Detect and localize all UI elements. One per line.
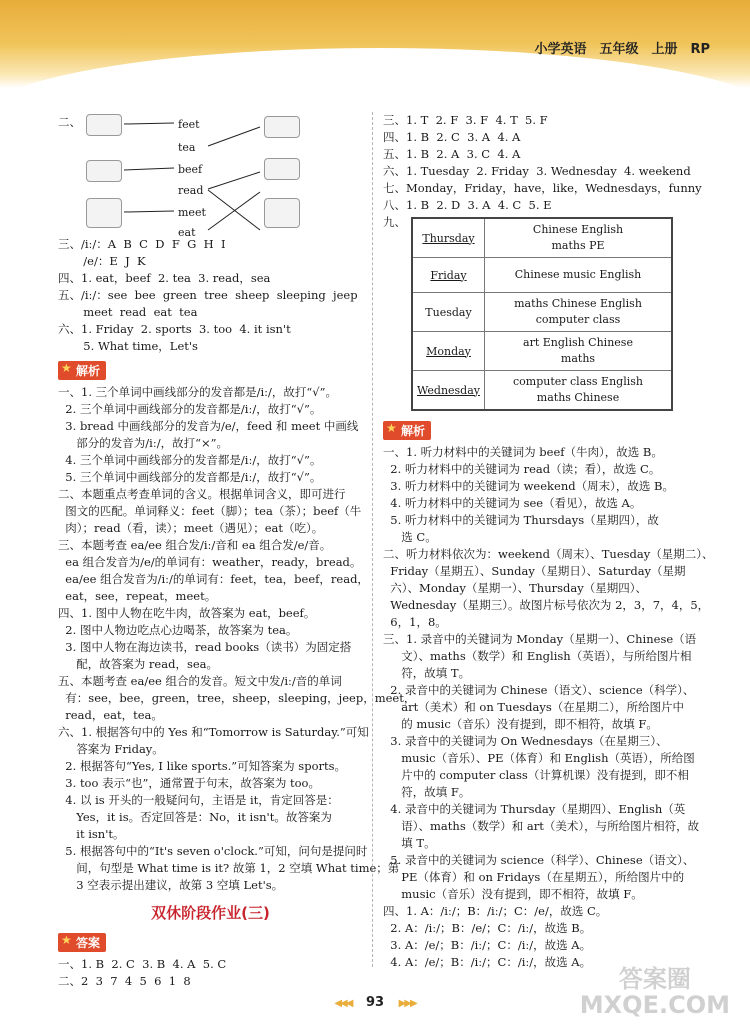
right-analysis: [383, 444, 714, 971]
analysis-line: Wednesday（星期三）。故图片标号依次为 2，3，7，4，5，: [383, 598, 710, 612]
analysis-line: ea 组合发音为/e/的单词有：weather，ready，bread。: [58, 555, 362, 569]
timetable-row: [413, 258, 671, 293]
analysis-line: 6，1，8。: [383, 615, 447, 629]
analysis-line: read，eat，tea。: [58, 708, 163, 722]
timetable-row: [413, 371, 671, 409]
timetable-subjects: art English Chinese: [523, 336, 633, 349]
answer-line: 5. What time，Let's: [76, 339, 198, 353]
analysis-line: 2. 三个单词中画线部分的发音都是/iː/，故打“√”。: [58, 402, 322, 416]
analysis-line: eat，see，repeat，meet。: [58, 589, 217, 603]
timetable-row: [413, 219, 671, 258]
timetable-subjects: Chinese music English: [514, 268, 642, 281]
timetable-subjects: Chinese English: [532, 223, 624, 236]
analysis-line: Yes，it is。否定回答是：No，it isn't。故答案为: [58, 810, 332, 824]
answer-tag: ★ 答案: [58, 933, 106, 952]
analysis-line: 2. A：/iː/；B：/e/；C：/iː/，故选 B。: [383, 921, 592, 935]
analysis-line: 符，故填 F。: [383, 785, 471, 799]
analysis-line: 五、本题考查 ea/ee 组合的发音。短文中发/iː/音的单词: [58, 674, 342, 688]
analysis-line: 5. 录音中的关键词为 science（科学）、Chinese（语文）、: [383, 853, 695, 867]
analysis-line: 一、1. 三个单词中画线部分的发音都是/iː/，故打“√”。: [58, 385, 338, 399]
timetable-day: Monday: [426, 344, 471, 358]
analysis-line: 四、1. A：/iː/；B：/iː/；C：/e/，故选 C。: [383, 904, 608, 918]
analysis-line: art（美术）和 on Tuesdays（在星期二），所给图片中: [383, 700, 685, 714]
timetable-day: Friday: [430, 268, 467, 282]
analysis-line: 肉）；read（看，读）；meet（遇见）；eat（吃）。: [58, 521, 324, 535]
answer-line: 六、1. Tuesday 2. Friday 3. Wednesday 4. weekend: [383, 164, 691, 178]
analysis-line: 4. 听力材料中的关键词为 see（看见），故选 A。: [383, 496, 642, 510]
answer-line: 八、1. B 2. D 3. A 4. C 5. E: [383, 198, 552, 212]
answer-line: 五、/iː/：see bee green tree sheep sleeping jeep: [58, 288, 358, 302]
answer-line: 六、1. Friday 2. sports 3. too 4. it isn't: [58, 322, 291, 336]
word-meet: meet: [178, 206, 206, 219]
analysis-line: 5. 根据答句中的“It's seven o'clock.”可知，问句是提问时: [58, 844, 368, 858]
answer-line: 四、1. eat，beef 2. tea 3. read，sea: [58, 271, 271, 285]
matching-lines: [58, 112, 358, 234]
word-beef: beef: [178, 163, 203, 176]
analysis-line: 3. 听力材料中的关键词为 weekend（周末），故选 B。: [383, 479, 674, 493]
analysis-line: PE（体育）和 on Fridays（在星期五），所给图片中的: [383, 870, 685, 884]
analysis-line: 三、1. 录音中的关键词为 Monday（星期一）、Chinese（语: [383, 632, 697, 646]
answer-line: 五、1. B 2. A 3. C 4. A: [383, 147, 521, 161]
analysis-line: 四、1. 图中人物在吃牛肉，故答案为 eat，beef。: [58, 606, 316, 620]
analysis-line: 2. 录音中的关键词为 Chinese（语文）、science（科学）、: [383, 683, 695, 697]
column-divider: [372, 112, 373, 967]
analysis-line: 5. 听力材料中的关键词为 Thursdays（星期四），故: [383, 513, 659, 527]
timetable-day: Wednesday: [416, 383, 480, 397]
analysis-line: 3 空表示提出建议，故第 3 空填 Let's。: [58, 878, 284, 892]
analysis-line: 图文的匹配。单词释义：feet（脚）；tea（茶）；beef（牛: [58, 504, 362, 518]
timetable-subjects: maths Chinese English: [514, 297, 642, 310]
word-read: read: [178, 184, 204, 197]
analysis-line: 3. 图中人物在海边读书，read books（读书）为固定搭: [58, 640, 352, 654]
analysis-line: 4. 三个单词中画线部分的发音都是/iː/，故打“√”。: [58, 453, 322, 467]
left-arrows-icon: ◀◀◀: [334, 998, 352, 1009]
analysis-line: 配，故答案为 read，sea。: [58, 657, 219, 671]
analysis-tag: ★ 解析: [58, 361, 106, 380]
analysis-line: 有：see，bee，green，tree，sheep，sleeping，jeep，meet，: [58, 691, 416, 705]
timetable-subjects: computer class: [535, 313, 621, 326]
timetable-day: Thursday: [422, 231, 475, 245]
timetable-day: Tuesday: [425, 305, 472, 319]
analysis-line: 2. 图中人物边吃点心边喝茶，故答案为 tea。: [58, 623, 298, 637]
analysis-line: 3. too 表示“也”，通常置于句末，故答案为 too。: [58, 776, 320, 790]
analysis-line: 文）、maths（数学）和 English（英语），与所给图片相: [383, 649, 692, 663]
analysis-line: 2. 听力材料中的关键词为 read（读；看），故选 C。: [383, 462, 661, 476]
timetable-subjects: maths: [560, 352, 596, 365]
analysis-line: 答案为 Friday。: [58, 742, 164, 756]
analysis-line: 3. 录音中的关键词为 On Wednesdays（在星期三）、: [383, 734, 668, 748]
matching-label: 二、: [58, 115, 81, 129]
right-arrows-icon: ▶▶▶: [398, 998, 416, 1009]
timetable-subjects: maths Chinese: [536, 391, 620, 404]
word-tea: tea: [178, 141, 196, 154]
analysis-line: 4. A：/e/；B：/iː/；C：/iː/，故选 A。: [383, 955, 592, 969]
answer-line: 二、2 3 7 4 5 6 1 8: [58, 974, 191, 988]
analysis-line: 3. bread 中画线部分的发音为/e/，feed 和 meet 中画线: [58, 419, 359, 433]
answer-line: 四、1. B 2. C 3. A 4. A: [383, 130, 521, 144]
analysis-line: 4. 录音中的关键词为 Thursday（星期四）、English（英: [383, 802, 686, 816]
analysis-line: 间，句型是 What time is it? 故第 1，2 空填 What time；第: [58, 861, 400, 875]
analysis-line: 的 music（音乐）没有提到，即不相符，故填 F。: [383, 717, 658, 731]
analysis-line: 片中的 computer class（计算机课）没有提到，即不相: [383, 768, 689, 782]
section-title: 双休阶段作业(三): [151, 904, 270, 922]
timetable-row: [413, 332, 671, 371]
answer-line: 三、1. T 2. F 3. F 4. T 5. F: [383, 113, 548, 127]
analysis-line: 填 T。: [383, 836, 436, 850]
analysis-line: 六）、Monday（星期一）、Thursday（星期四）、: [383, 581, 647, 595]
answer-line: 九、: [383, 215, 406, 229]
answer-line: 一、1. B 2. C 3. B 4. A 5. C: [58, 957, 227, 971]
analysis-line: 六、1. 根据答句中的 Yes 和“Tomorrow is Saturday.”可知: [58, 725, 369, 739]
timetable-subjects: computer class English: [513, 375, 643, 388]
analysis-line: 4. 以 is 开头的一般疑问句，主语是 it，肯定回答是：: [58, 793, 339, 807]
timetable-subjects: maths PE: [551, 239, 605, 252]
analysis-line: 部分的发音为/iː/，故打“×”。: [58, 436, 228, 450]
timetable-row: [413, 293, 671, 332]
analysis-tag: ★ 解析: [383, 421, 431, 440]
analysis-line: music（音乐）没有提到，即不相符，故填 F。: [383, 887, 643, 901]
answer-line: 三、/iː/：A B C D F G H I: [58, 237, 226, 251]
analysis-line: 5. 三个单词中画线部分的发音都是/iː/，故打“√”。: [58, 470, 322, 484]
analysis-line: 2. 根据答句“Yes, I like sports.”可知答案为 sports。: [58, 759, 347, 773]
right-column: [383, 112, 714, 971]
analysis-line: 二、听力材料依次为：weekend（周末）、Tuesday（星期二）、: [383, 547, 714, 561]
analysis-line: ea/ee 组合发音为/iː/的单词有：feet，tea，beef，read，: [58, 572, 369, 586]
analysis-line: 选 C。: [383, 530, 437, 544]
watermark-logo: 答案圈 MXQE.COM: [579, 965, 730, 1019]
analysis-line: 语）、maths（数学）和 art（美术），与所给图片相符，故: [383, 819, 700, 833]
analysis-line: 三、本题考查 ea/ee 组合发/iː/音和 ea 组合发/e/音。: [58, 538, 332, 552]
analysis-line: 一、1. 听力材料中的关键词为 beef（牛肉），故选 B。: [383, 445, 663, 459]
page-header: [0, 0, 750, 88]
analysis-line: music（音乐）、PE（体育）和 English（英语），所给图: [383, 751, 695, 765]
analysis-line: 3. A：/e/；B：/iː/；C：/iː/，故选 A。: [383, 938, 592, 952]
book-title: 小学英语 五年级 上册 RP: [534, 42, 710, 57]
word-feet: feet: [178, 118, 200, 131]
timetable: [411, 217, 673, 411]
matching-exercise: [58, 112, 358, 239]
answer-line: meet read eat tea: [76, 305, 198, 319]
answer-line: 七、Monday，Friday，have，like，Wednesdays，funny: [383, 181, 702, 195]
analysis-line: 二、本题重点考查单词的含义。根据单词含义，即可进行: [58, 487, 346, 501]
answer-line: /e/：E J K: [76, 254, 146, 268]
page-number: 93: [365, 995, 385, 1010]
analysis-line: it isn't。: [58, 827, 125, 841]
analysis-line: 符，故填 T。: [383, 666, 471, 680]
word-eat: eat: [178, 226, 196, 239]
analysis-line: Friday（星期五）、Sunday（星期日）、Saturday（星期: [383, 564, 686, 578]
left-answers: [58, 236, 363, 355]
